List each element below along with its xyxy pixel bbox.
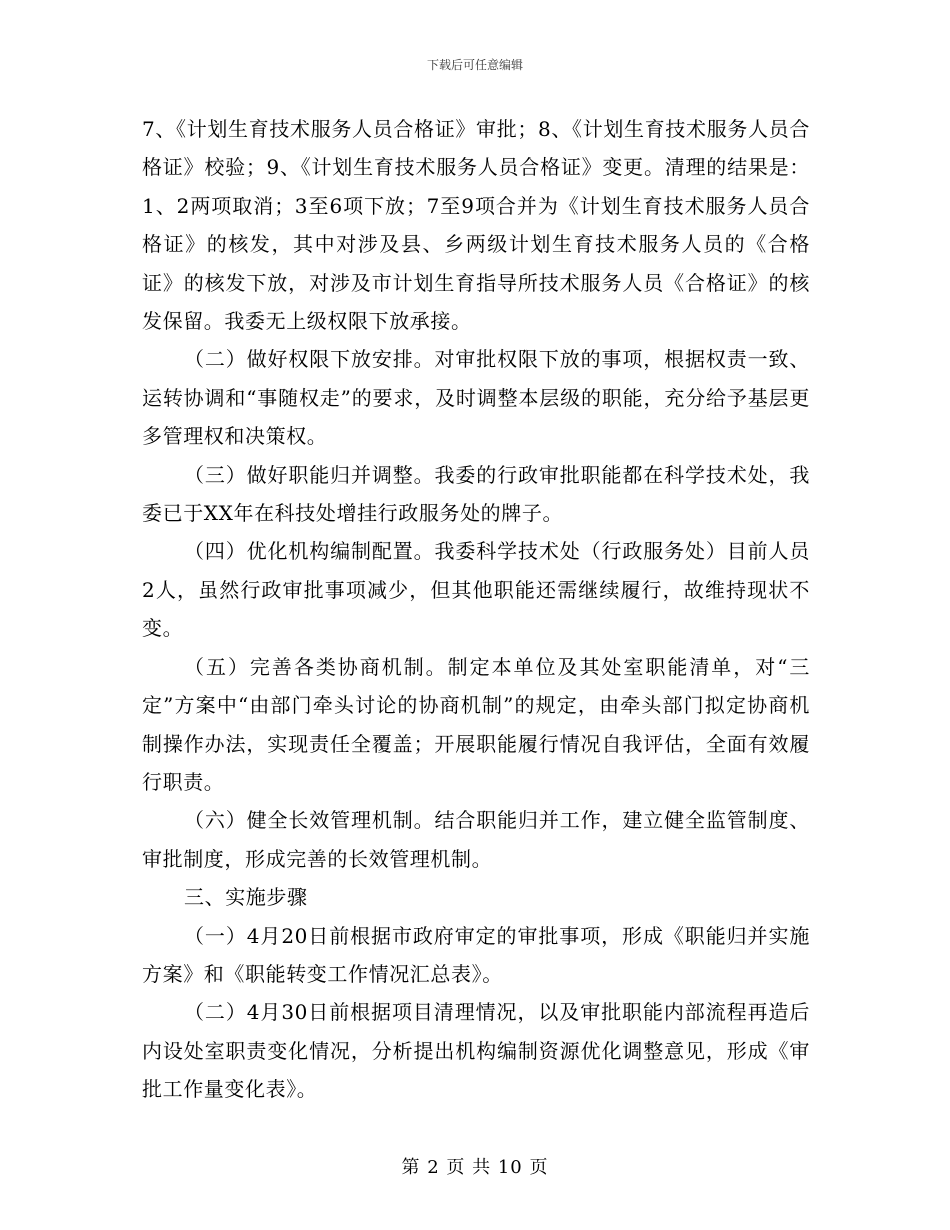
paragraph-section-4: （四）优化机构编制配置。我委科学技术处（行政服务处）目前人员2人，虽然行政审批事项减少，但其他职能还需继续履行，故维持现状不变。: [142, 539, 810, 641]
paragraph-step-1: （一）4月20日前根据市政府审定的审批事项，形成《职能归并实施方案》和《职能转变工作情况汇总表》。: [142, 923, 810, 986]
paragraph-section-5: （五）完善各类协商机制。制定本单位及其处室职能清单，对“三定”方案中“由部门牵头讨论的协商机制”的规定，由牵头部门拟定协商机制操作办法，实现责任全覆盖；开展职能履行情况自我评估，全面有效履行职责。: [142, 654, 810, 794]
paragraph-section-6: （六）健全长效管理机制。结合职能归并工作，建立健全监管制度、审批制度，形成完善的长效管理机制。: [142, 808, 810, 871]
header-note: 下载后可任意编辑: [426, 58, 523, 72]
page-number-footer: 第 2 页 共 10 页: [401, 1157, 549, 1178]
paragraph-step-2: （二）4月30日前根据项目清理情况，以及审批职能内部流程再造后内设处室职责变化情况，分析提出机构编制资源优化调整意见，形成《审批工作量变化表》。: [142, 1000, 810, 1102]
section-heading-implementation-steps: 三、实施步骤: [184, 885, 308, 910]
document-body: [142, 110, 810, 1109]
paragraph-item-list-continuation: 7、《计划生育技术服务人员合格证》审批；8、《计划生育技术服务人员合格证》校验；9、《计划生育技术服务人员合格证》变更。清理的结果是：1、2两项取消；3至6项下放；7至9项合并为《计划生育技术服务人员合格证》的核发，其中对涉及县、乡两级计划生育技术服务人员的《合格证》的核发下放，对涉及市计划生育指导所技术服务人员《合格证》的核发保留。我委无上级权限下放承接。: [142, 117, 810, 334]
paragraph-section-3: （三）做好职能归并调整。我委的行政审批职能都在科学技术处，我委已于XX年在科技处增挂行政服务处的牌子。: [142, 462, 810, 526]
paragraph-section-2: （二）做好权限下放安排。对审批权限下放的事项，根据权责一致、运转协调和“事随权走”的要求，及时调整本层级的职能，充分给予基层更多管理权和决策权。: [142, 347, 810, 449]
